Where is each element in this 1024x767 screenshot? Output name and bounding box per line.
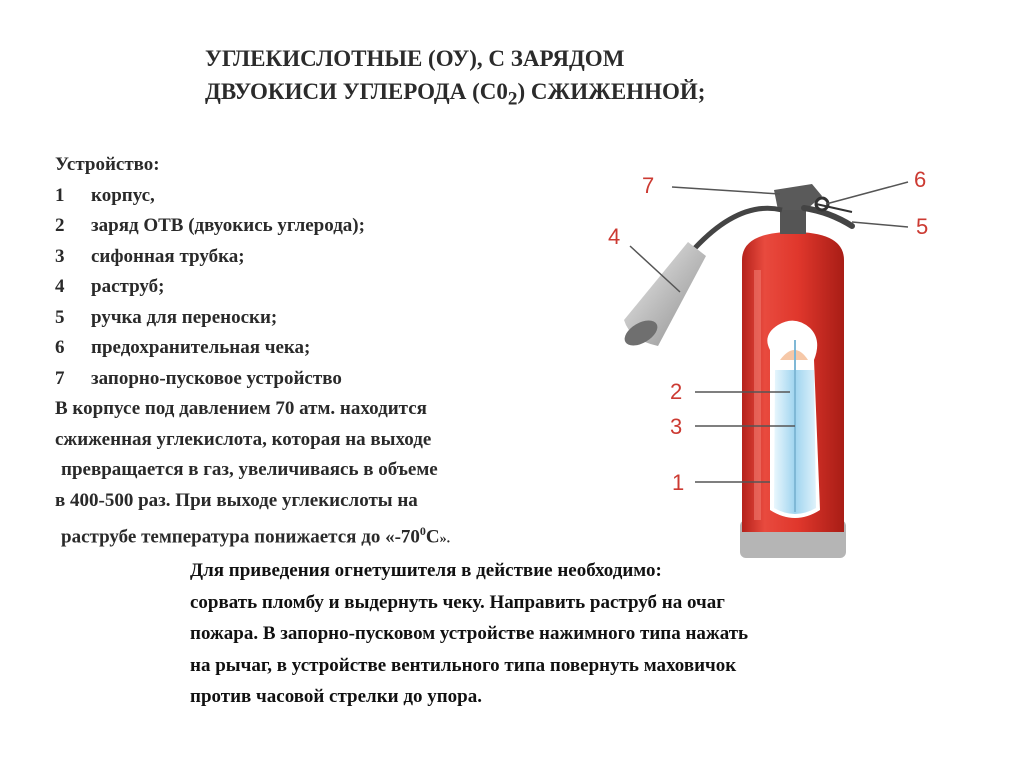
device-item-label: сифонная трубка;: [91, 245, 245, 267]
device-item: [55, 333, 615, 364]
extinguisher-diagram: [590, 160, 950, 570]
device-item-label: предохранительная чека;: [91, 337, 311, 358]
description-line: сжиженная углекислота, которая на выходе: [55, 428, 432, 450]
temperature-unit: С: [425, 526, 440, 548]
degree-superscript: 0: [419, 524, 426, 538]
description-line: превращается в газ, увеличиваясь в объеме: [61, 459, 438, 480]
instruction-line: пожара. В запорно-пусковом устройстве нажимного типа нажать: [190, 623, 749, 644]
title-line-1: УГЛЕКИСЛОТНЫЕ (ОУ), С ЗАРЯДОМ: [205, 46, 625, 71]
device-item-label: раструб;: [91, 276, 165, 297]
page-title: [205, 42, 885, 116]
device-item-label: заряд ОТВ (двуокись углерода);: [91, 215, 365, 236]
callout-7: 7: [642, 173, 655, 198]
title-line-2: [205, 75, 885, 116]
callout-4: 4: [608, 224, 621, 249]
description-last-text: раструбе температура понижается до «-70: [61, 526, 420, 548]
device-item-label: корпус,: [91, 184, 155, 206]
instructions-section: [190, 555, 970, 713]
callout-2: 2: [670, 379, 683, 404]
instruction-line: сорвать пломбу и выдернуть чеку. Направить раструб на очаг: [190, 591, 725, 613]
device-heading: Устройство:: [55, 154, 160, 175]
device-item-number: 2: [55, 215, 65, 236]
valve-head: [774, 184, 822, 210]
callout-5: 5: [916, 214, 929, 239]
description-last-line: [55, 516, 615, 555]
device-item-label: ручка для переноски;: [91, 306, 278, 328]
device-item-number: 3: [55, 245, 65, 267]
device-item-label: запорно-пусковое устройство: [91, 367, 342, 389]
leader-line-7: [672, 187, 780, 194]
description-line: в 400-500 раз. При выходе углекислоты на: [55, 489, 418, 511]
device-item: [55, 181, 615, 212]
device-item-number: 7: [55, 367, 65, 389]
leader-line-6: [826, 182, 908, 204]
device-item: [55, 272, 615, 303]
instruction-line: против часовой стрелки до упора.: [190, 686, 482, 707]
description-line: В корпусе под давлением 70 атм. находится: [55, 398, 427, 419]
callout-3: 3: [670, 414, 683, 439]
title-line-2-end: ) СЖИЖЕННОЙ;: [517, 79, 706, 104]
device-item-number: 5: [55, 306, 65, 328]
callout-1: 1: [672, 470, 685, 495]
instruction-line: Для приведения огнетушителя в действие необходимо:: [190, 560, 662, 581]
leader-line-5: [852, 222, 908, 227]
device-section: [55, 150, 615, 555]
title-subscript: 2: [507, 88, 518, 110]
device-item-number: 1: [55, 184, 65, 206]
title-line-2-text: ДВУОКИСИ УГЛЕРОДА (С0: [205, 79, 508, 104]
device-item: [55, 303, 615, 334]
device-item: [55, 364, 615, 395]
device-item: [55, 242, 615, 273]
callout-6: 6: [914, 167, 927, 192]
device-item-number: 4: [55, 276, 65, 297]
device-item-number: 6: [55, 337, 65, 358]
description-last-tail: ».: [439, 531, 451, 547]
valve-neck: [780, 210, 806, 234]
device-item: [55, 211, 615, 242]
instruction-line: на рычаг, в устройстве вентильного типа повернуть маховичок: [190, 654, 737, 676]
